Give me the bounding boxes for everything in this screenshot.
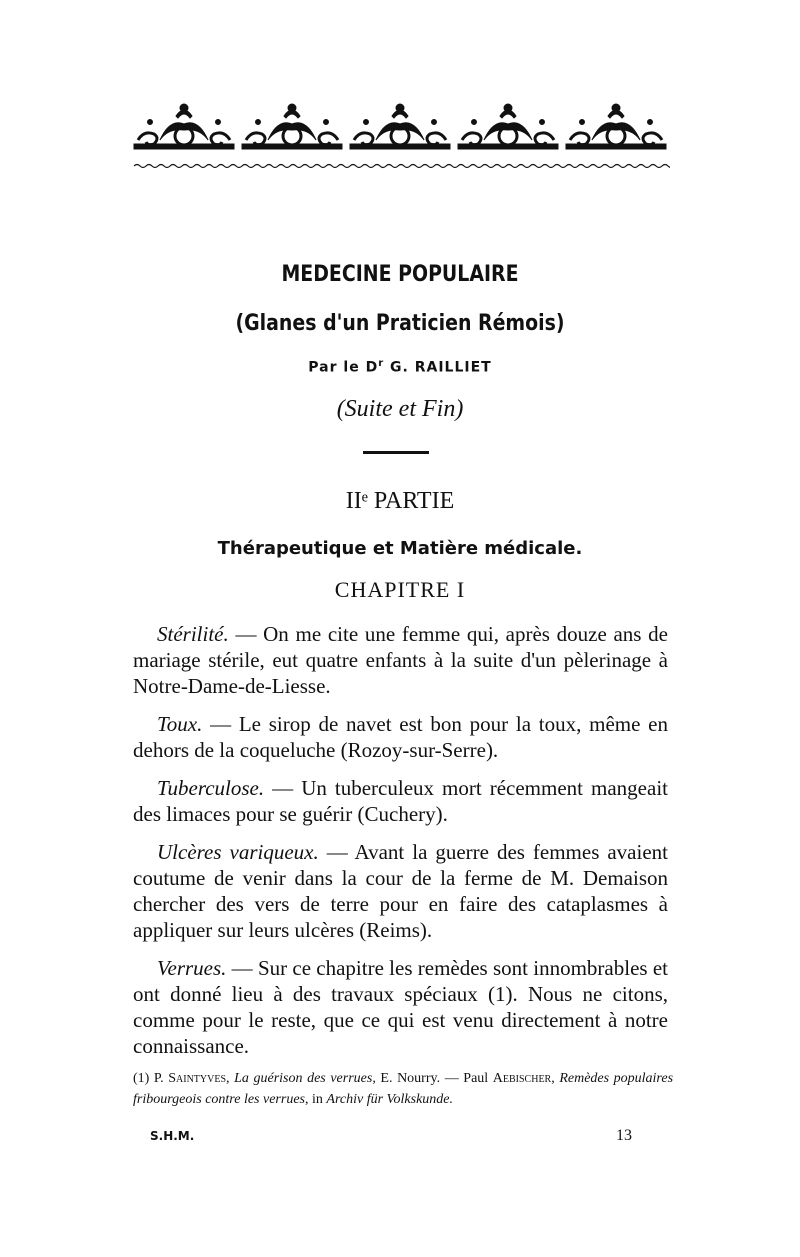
footnote-marker: (1) P. — [133, 1071, 169, 1086]
continuation-note: (Suite et Fin) — [336, 396, 464, 422]
paragraph — [133, 775, 668, 827]
ornamental-header-band — [130, 100, 670, 174]
byline-superscript: r — [378, 358, 385, 369]
footnote-publisher-1: , E. Nourry. — Paul — [372, 1071, 493, 1086]
paragraph — [133, 839, 668, 943]
paragraph-term: Ulcères variqueux. — [157, 840, 319, 864]
paragraph-text: — Sur ce chapitre les remèdes sont innombrables et ont donné lieu à des travaux spéciaux (1). Nous ne citons, comme pour le reste, que ce qui est venu directement à notre connaissance. — [133, 956, 668, 1058]
paragraph — [133, 621, 668, 699]
footnote: (1) P. Saintyves, La guérison des verrues, E. Nourry. — Paul Aebischer, Remèdes populaires fribourgeois contre les verrues, in Archiv für Volkskunde. — [133, 1071, 674, 1107]
byline-prefix: Par le D — [308, 359, 379, 376]
paragraph-term: Stérilité. — [157, 622, 229, 646]
footnote-author-1: Saintyves — [168, 1071, 227, 1086]
byline-author: G. RAILLIET — [384, 359, 492, 376]
paragraph-text: — Un tuberculeux mort récemment mangeait des limaces pour se guérir (Cuchery). — [133, 776, 668, 826]
footnote-journal: Archiv für Volkskunde. — [326, 1092, 454, 1107]
footnote-title-2: Remèdes populaires fribourgeois contre les verrues — [133, 1071, 674, 1107]
chapter-heading: CHAPITRE I — [334, 577, 466, 602]
article-body — [133, 621, 668, 1071]
part-heading: IIᵉ PARTIE — [345, 488, 455, 514]
footnote-connector: , in — [305, 1092, 327, 1107]
paragraph — [133, 955, 668, 1059]
article-title: MEDECINE POPULAIRE — [281, 262, 519, 287]
paragraph-term: Toux. — [157, 712, 203, 736]
section-heading: Thérapeutique et Matière médicale. — [217, 538, 583, 559]
printer-signature: S.H.M. — [150, 1129, 195, 1143]
author-byline — [0, 358, 800, 376]
page-number: 13 — [616, 1127, 632, 1144]
paragraph — [133, 711, 668, 763]
footnote-author-2: Aebischer — [492, 1071, 552, 1086]
footnote-title-1: La guérison des verrues — [234, 1071, 373, 1086]
separator-rule — [363, 451, 429, 454]
article-subtitle: (Glanes d'un Praticien Rémois) — [235, 311, 565, 336]
paragraph-text: — Le sirop de navet est bon pour la toux, même en dehors de la coqueluche (Rozoy-sur-Serre). — [133, 712, 668, 762]
paragraph-term: Tuberculose. — [157, 776, 265, 800]
paragraph-term: Verrues. — [157, 956, 227, 980]
paragraph-text: — Avant la guerre des femmes avaient coutume de venir dans la cour de la ferme de M. Demaison chercher des vers de terre pour en faire des cataplasmes à appliquer sur leurs ulcères (Reims). — [133, 840, 668, 942]
paragraph-text: — On me cite une femme qui, après douze ans de mariage stérile, eut quatre enfants à la suite d'un pèlerinage à Notre-Dame-de-Liesse. — [133, 622, 668, 698]
